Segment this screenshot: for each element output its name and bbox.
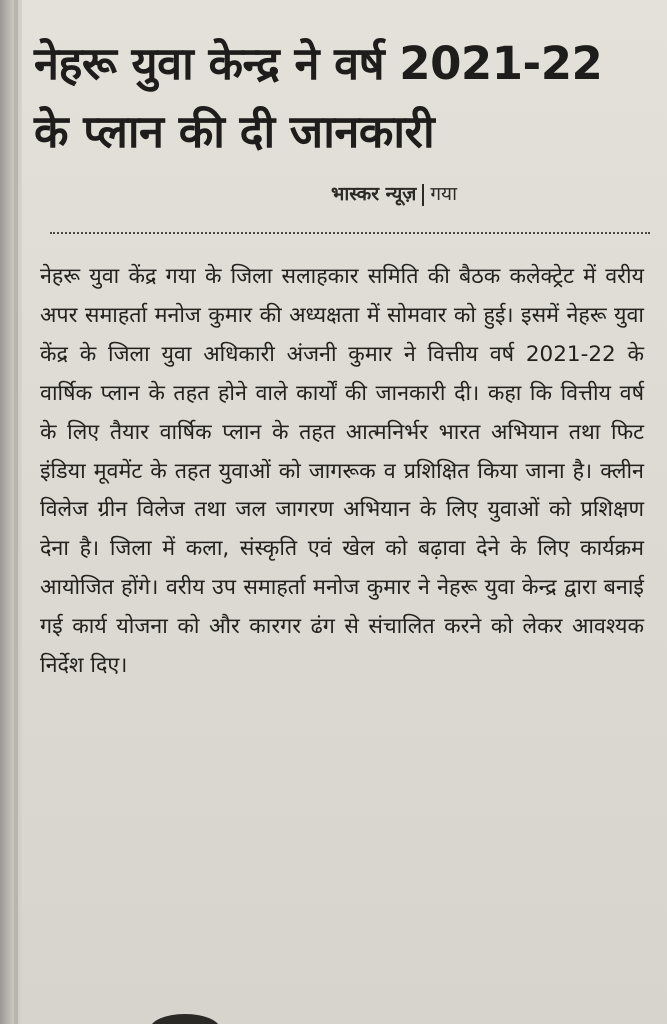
- article-body: नेहरू युवा केंद्र गया के जिला सलाहकार समिति की बैठक कलेक्ट्रेट में वरीय अपर समाहर्ता मनोज कुमार की अध्यक्षता में सोमवार को हुई। इसमें नेहरू युवा केंद्र के जिला युवा अधिकारी अंजनी कुमार ने वित्तीय वर्ष 2021-22 के वार्षिक प्लान के तहत होने वाले कार्यों की जानकारी दी। कहा कि वित्तीय वर्ष के लिए तैयार वार्षिक प्लान के तहत आत्मनिर्भर भारत अभियान तथा फिट इंडिया मूवमेंट के तहत युवाओं को जागरूक व प्रशिक्षित किया जाना है। क्लीन विलेज ग्रीन विलेज तथा जल जागरण अभियान के लिए युवाओं को प्रशिक्षण देना है। जिला में कला, संस्कृति एवं खेल को बढ़ावा देने के लिए कार्यक्रम आयोजित होंगे। वरीय उप समाहर्ता मनोज कुमार ने नेहरू युवा केन्द्र द्वारा बनाई गई कार्य योजना को और कारगर ढंग से संचालित करने को लेकर आवश्यक निर्देश दिए।: [40, 264, 644, 679]
- article-byline: [331, 180, 457, 206]
- byline-separator: [422, 184, 424, 206]
- article-headline: नेहरू युवा केन्द्र ने वर्ष 2021-22 के प्लान की दी जानकारी: [34, 37, 603, 158]
- page-left-edge: [0, 0, 22, 1024]
- byline-source: भास्कर न्यूज़: [330, 183, 417, 205]
- page-fold-strip: [14, 0, 18, 1024]
- byline-city: गया: [430, 183, 457, 205]
- dotted-divider: [50, 232, 650, 234]
